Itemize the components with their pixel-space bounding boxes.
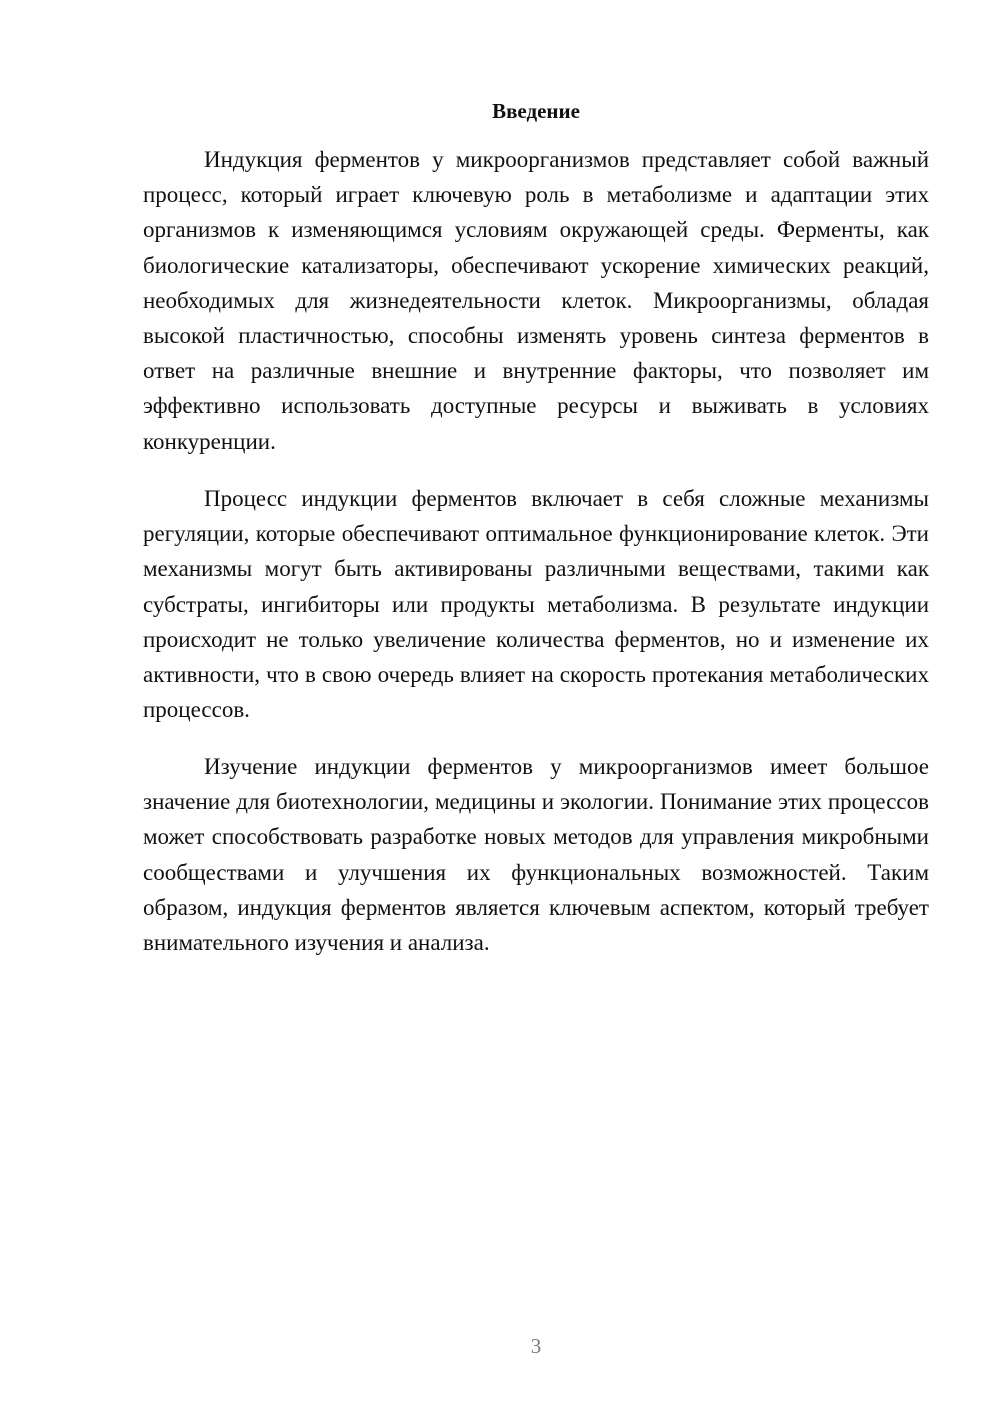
paragraph-1: Индукция ферментов у микроорганизмов представляет собой важный процесс, который играет ключевую роль в метаболизме и адаптации этих организмов к изменяющимся условиям окружающей среды. Ферменты, как биологические катализаторы, обеспечивают ускорение химических реакций, необходимых для жизнедеятельности клеток. Микроорганизмы, обладая высокой пластичностью, способны изменять уровень синтеза ферментов в ответ на различные внешние и внутренние факторы, что позволяет им эффективно использовать доступные ресурсы и выживать в условиях конкуренции. <box>143 147 929 454</box>
section-title: Введение <box>492 99 580 123</box>
page-number: 3 <box>530 1334 542 1358</box>
paragraph-3: Изучение индукции ферментов у микроорганизмов имеет большое значение для биотехнологии, медицины и экологии. Понимание этих процессов может способствовать разработке новых методов для управления микробными сообществами и улучшения их функциональных возможностей. Таким образом, индукция ферментов является ключевым аспектом, который требует внимательного изучения и анализа. <box>143 754 929 956</box>
paragraph-2: Процесс индукции ферментов включает в себя сложные механизмы регуляции, которые обеспечивают оптимальное функционирование клеток. Эти механизмы могут быть активированы различными веществами, такими как субстраты, ингибиторы или продукты метаболизма. В результате индукции происходит не только увеличение количества ферментов, но и изменение их активности, что в свою очередь влияет на скорость протекания метаболических процессов. <box>143 486 929 723</box>
